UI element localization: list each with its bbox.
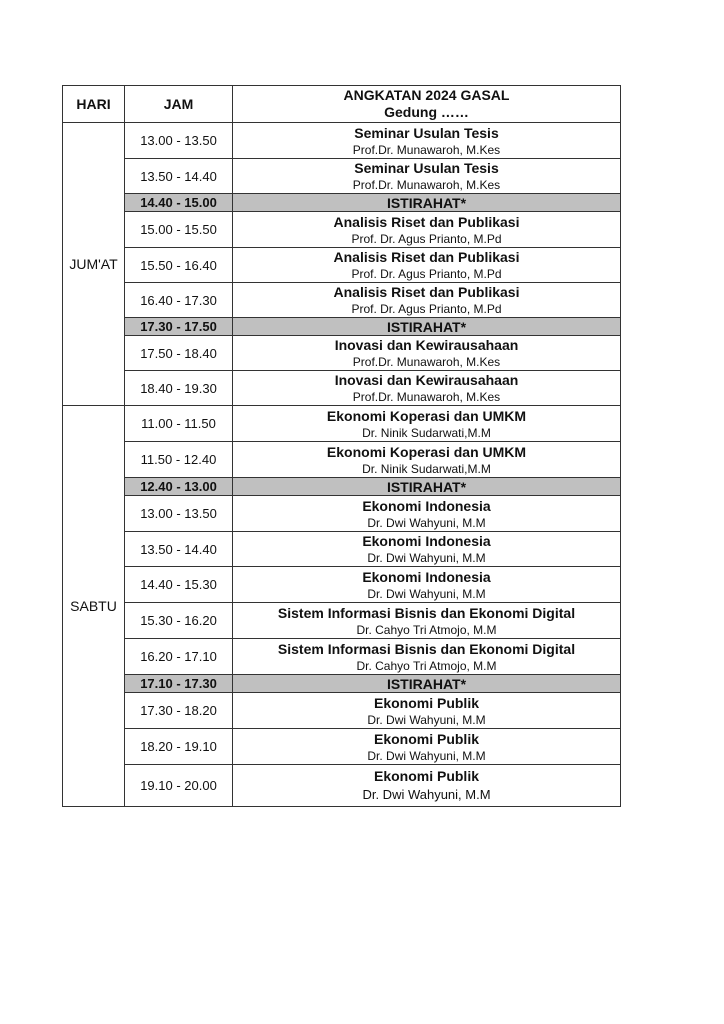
lecturer-name: Dr. Dwi Wahyuni, M.M [367,712,486,727]
time-slot: 16.40 - 17.30 [125,283,233,318]
time-slot: 15.00 - 15.50 [125,212,233,248]
building-label: Gedung …… [384,104,469,120]
session-row [63,248,621,283]
course-cell [233,159,621,194]
course-cell [233,371,621,406]
lecturer-name: Prof.Dr. Munawaroh, M.Kes [352,178,501,192]
time-slot: 17.30 - 18.20 [125,693,233,729]
session-row [63,123,621,159]
lecturer-name: Prof. Dr. Agus Prianto, M.Pd [351,267,502,281]
lecturer-name: Dr. Dwi Wahyuni, M.M [362,786,491,802]
course-title: Seminar Usulan Tesis [354,160,499,176]
lecturer-name: Dr. Dwi Wahyuni, M.M [367,748,486,763]
course-cell [233,212,621,248]
course-title: Ekonomi Publik [373,730,479,747]
course-title: Analisis Riset dan Publikasi [333,284,520,300]
time-slot: 14.40 - 15.00 [125,194,233,212]
course-cell [233,532,621,567]
time-slot: 11.50 - 12.40 [125,442,233,478]
lecturer-name: Prof. Dr. Agus Prianto, M.Pd [351,231,502,246]
course-cell [233,729,621,765]
session-row [63,212,621,248]
course-title: Seminar Usulan Tesis [354,124,499,141]
schedule-table [62,85,621,807]
lecturer-name: Dr. Dwi Wahyuni, M.M [367,551,486,565]
lecturer-name: Dr. Ninik Sudarwati,M.M [362,461,491,476]
time-slot: 13.00 - 13.50 [125,496,233,532]
course-title: Sistem Informasi Bisnis dan Ekonomi Digital [277,604,576,621]
lecturer-name: Dr. Cahyo Tri Atmojo, M.M [356,622,497,637]
course-cell [233,406,621,442]
time-slot: 13.00 - 13.50 [125,123,233,159]
course-cell [233,567,621,603]
session-row [63,159,621,194]
session-row [63,496,621,532]
session-row [63,567,621,603]
time-slot: 16.20 - 17.10 [125,639,233,675]
lecturer-name: Prof.Dr. Munawaroh, M.Kes [352,390,501,404]
break-label: ISTIRAHAT* [233,675,621,693]
day-column-header: HARI [63,86,125,123]
session-row [63,729,621,765]
session-row [63,283,621,318]
course-title: Ekonomi Indonesia [362,533,491,549]
session-row [63,693,621,729]
time-slot: 12.40 - 13.00 [125,478,233,496]
break-row [63,478,621,496]
time-slot: 17.50 - 18.40 [125,336,233,371]
time-slot: 15.30 - 16.20 [125,603,233,639]
day-label: JUM'AT [63,123,125,406]
course-cell [233,248,621,283]
day-label: SABTU [63,406,125,807]
session-row [63,765,621,807]
course-cell [233,765,621,807]
session-row [63,336,621,371]
lecturer-name: Dr. Dwi Wahyuni, M.M [367,586,486,601]
break-row [63,675,621,693]
time-slot: 18.40 - 19.30 [125,371,233,406]
lecturer-name: Prof. Dr. Agus Prianto, M.Pd [351,302,502,316]
session-row [63,442,621,478]
time-slot: 19.10 - 20.00 [125,765,233,807]
course-title: Ekonomi Indonesia [362,497,491,514]
course-cell [233,123,621,159]
time-slot: 11.00 - 11.50 [125,406,233,442]
header-row [63,86,621,123]
course-title: Analisis Riset dan Publikasi [333,249,520,265]
lecturer-name: Dr. Ninik Sudarwati,M.M [362,425,491,440]
session-row [63,639,621,675]
course-cell [233,639,621,675]
break-label: ISTIRAHAT* [233,478,621,496]
time-column-header: JAM [125,86,233,123]
lecturer-name: Dr. Dwi Wahyuni, M.M [367,515,486,530]
course-cell [233,603,621,639]
course-title: Inovasi dan Kewirausahaan [334,372,519,388]
course-title: Analisis Riset dan Publikasi [333,213,520,230]
cohort-header [233,86,621,123]
time-slot: 17.10 - 17.30 [125,675,233,693]
lecturer-name: Dr. Cahyo Tri Atmojo, M.M [356,658,497,673]
course-title: Ekonomi Publik [373,694,479,711]
time-slot: 15.50 - 16.40 [125,248,233,283]
course-cell [233,693,621,729]
session-row [63,406,621,442]
session-row [63,371,621,406]
break-row [63,318,621,336]
schedule-body [63,123,621,807]
lecturer-name: Prof.Dr. Munawaroh, M.Kes [352,355,501,369]
time-slot: 13.50 - 14.40 [125,159,233,194]
course-title: Ekonomi Indonesia [362,568,491,585]
break-label: ISTIRAHAT* [233,318,621,336]
break-row [63,194,621,212]
course-title: Ekonomi Publik [373,767,479,784]
course-cell [233,442,621,478]
time-slot: 17.30 - 17.50 [125,318,233,336]
course-title: Inovasi dan Kewirausahaan [334,337,519,353]
course-cell [233,496,621,532]
session-row [63,532,621,567]
lecturer-name: Prof.Dr. Munawaroh, M.Kes [352,142,501,157]
break-label: ISTIRAHAT* [233,194,621,212]
course-cell [233,283,621,318]
course-title: Ekonomi Koperasi dan UMKM [326,407,527,424]
course-title: Ekonomi Koperasi dan UMKM [326,443,527,460]
course-title: Sistem Informasi Bisnis dan Ekonomi Digital [277,640,576,657]
time-slot: 14.40 - 15.30 [125,567,233,603]
time-slot: 13.50 - 14.40 [125,532,233,567]
time-slot: 18.20 - 19.10 [125,729,233,765]
course-cell [233,336,621,371]
session-row [63,603,621,639]
cohort-title: ANGKATAN 2024 GASAL [343,87,510,103]
